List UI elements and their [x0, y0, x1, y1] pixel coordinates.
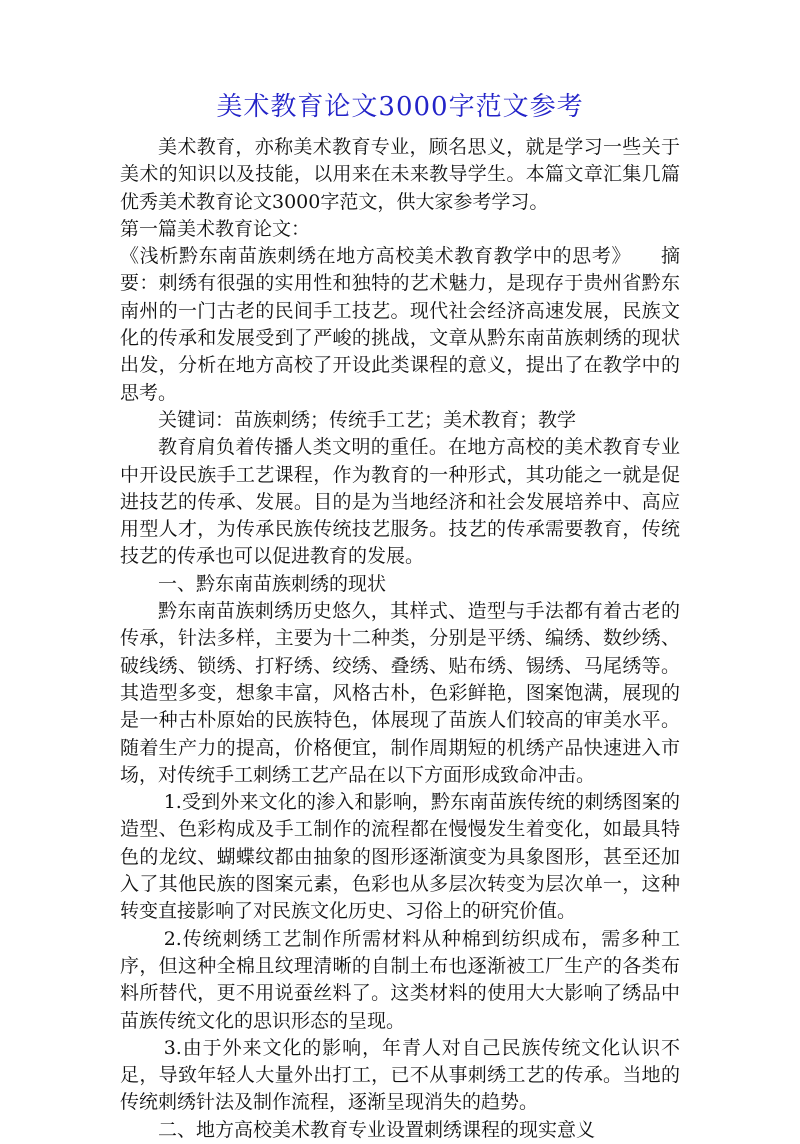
numbered-paragraph-1: 1.受到外来文化的渗入和影响，黔东南苗族传统的刺绣图案的造型、色彩构成及手工制作的流程都在慢慢发生着变化，如最具特色的龙纹、蝴蝶纹都由抽象的图形逐渐演变为具象图形，甚至还加入了其他民族的图案元素，色彩也从多层次转变为层次单一，这种转变直接影响了对民族文化历史、习俗上的研究价值。 — [120, 791, 680, 923]
keywords-paragraph: 关键词：苗族刺绣；传统手工艺；美术教育；教学 — [158, 408, 577, 431]
document-page — [120, 90, 680, 1144]
numbered-paragraph-3: 3.由于外来文化的影响，年青人对自己民族传统文化认识不足，导致年轻人大量外出打工，已不从事刺绣工艺的传承。当地的传统刺绣针法及制作流程，逐渐呈现消失的趋势。 — [120, 1036, 680, 1114]
document-title: 美术教育论文3000字范文参考 — [216, 92, 584, 122]
section-heading-2: 二、地方高校美术教育专业设置刺绣课程的现实意义 — [158, 1118, 596, 1141]
intro-paragraph: 美术教育，亦称美术教育专业，顾名思义，就是学习一些关于美术的知识以及技能，以用来在未来教导学生。本篇文章汇集几篇优秀美术教育论文3000字范文，供大家参考学习。 — [120, 136, 680, 213]
section-heading-1: 一、黔东南苗族刺绣的现状 — [158, 572, 387, 595]
numbered-paragraph-2: 2.传统刺绣工艺制作所需材料从种棉到纺织成布，需多种工序，但这种全棉且纹理清晰的自制土布也逐渐被工厂生产的各类布料所替代，更不用说蚕丝料了。这类材料的使用大大影响了绣品中苗族传统文化的思识形态的呈现。 — [120, 927, 680, 1032]
section-label-first-paper: 第一篇美术教育论文： — [120, 217, 311, 240]
body-paragraph: 黔东南苗族刺绣历史悠久，其样式、造型与手法都有着古老的传承，针法多样，主要为十二种类，分别是平绣、编绣、数纱绣、破线绣、锁绣、打籽绣、绞绣、叠绣、贴布绣、锡绣、马尾绣等。其造型多变，想象丰富，风格古朴，色彩鲜艳，图案饱满，展现的是一种古朴原始的民族特色，体展现了苗族人们较高的审美水平。随着生产力的提高，价格便宜，制作周期短的机绣产品快速进入市场，对传统手工刺绣工艺产品在以下方面形成致命冲击。 — [120, 600, 680, 786]
body-paragraph: 教育肩负着传播人类文明的重任。在地方高校的美术教育专业中开设民族手工艺课程，作为教育的一种形式，其功能之一就是促进技艺的传承、发展。目的是为当地经济和社会发展培养中、高应用型人才，为传承民族传统技艺服务。技艺的传承需要教育，传统技艺的传承也可以促进教育的发展。 — [120, 436, 680, 568]
paper-title-and-abstract: 《浅析黔东南苗族刺绣在地方高校美术教育教学中的思考》 摘要：刺绣有很强的实用性和独特的艺术魅力，是现存于贵州省黔东南州的一门古老的民间手工技艺。现代社会经济高速发展，民族文化的传承和发展受到了严峻的挑战，文章从黔东南苗族刺绣的现状出发，分析在地方高校了开设此类课程的意义，提出了在教学中的思考。 — [120, 245, 680, 404]
